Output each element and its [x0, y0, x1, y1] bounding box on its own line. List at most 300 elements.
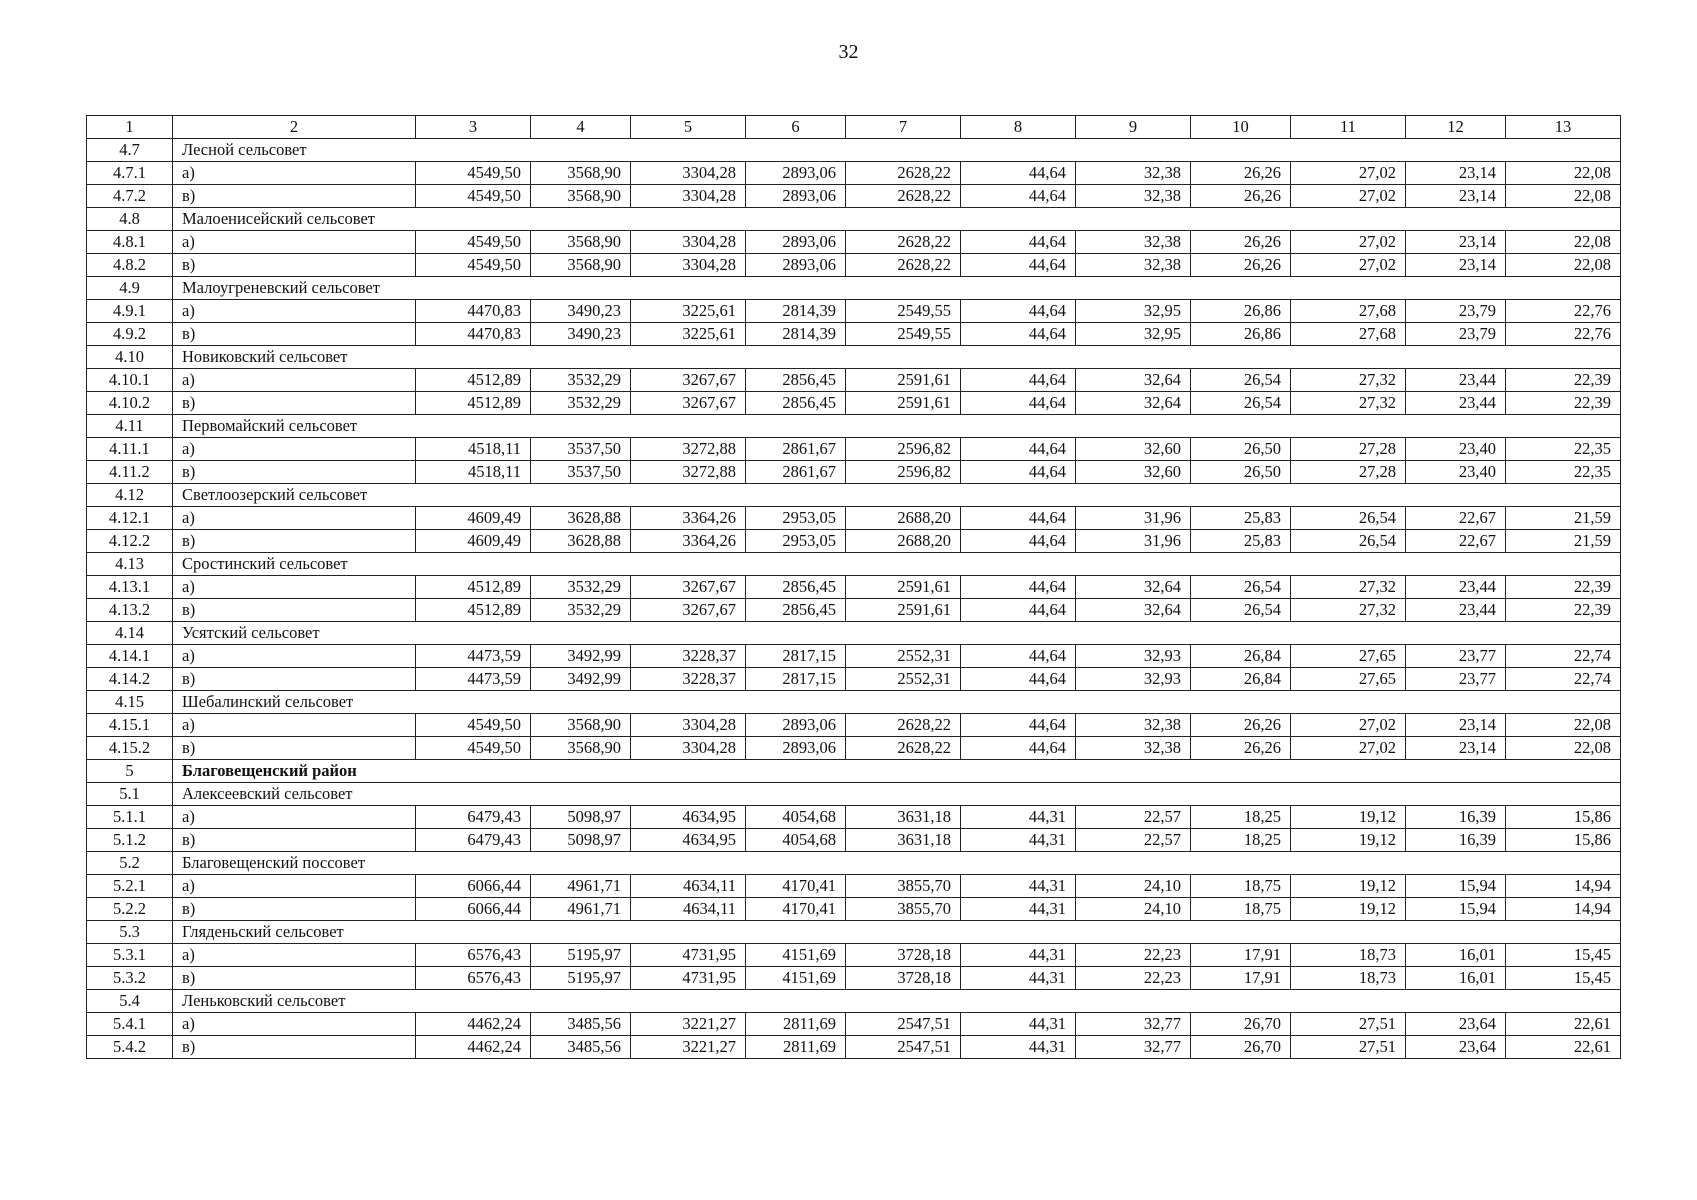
table-cell: 3728,18 [846, 944, 961, 967]
table-cell: 22,08 [1506, 714, 1621, 737]
table-cell: 3537,50 [531, 461, 631, 484]
table-cell: 2811,69 [746, 1013, 846, 1036]
row-label: а) [173, 944, 416, 967]
table-cell: 3267,67 [631, 369, 746, 392]
table-cell: 16,01 [1406, 967, 1506, 990]
section-name: Леньковский сельсовет [173, 990, 1621, 1013]
page-number: 32 [838, 41, 859, 63]
table-cell: 23,44 [1406, 369, 1506, 392]
table-cell: 3568,90 [531, 185, 631, 208]
table-cell: 3304,28 [631, 714, 746, 737]
table-cell: 3267,67 [631, 599, 746, 622]
table-cell: 44,64 [961, 461, 1076, 484]
table-cell: 2893,06 [746, 185, 846, 208]
row-label: в) [173, 599, 416, 622]
column-header: 4 [531, 116, 631, 139]
table-cell: 44,31 [961, 1036, 1076, 1059]
table-cell: 3532,29 [531, 599, 631, 622]
table-cell: 44,64 [961, 737, 1076, 760]
table-cell: 44,64 [961, 530, 1076, 553]
table-cell: 16,01 [1406, 944, 1506, 967]
section-name: Малоенисейский сельсовет [173, 208, 1621, 231]
table-cell: 3628,88 [531, 507, 631, 530]
table-cell: 5098,97 [531, 806, 631, 829]
table-cell: 18,73 [1291, 944, 1406, 967]
table-cell: 2628,22 [846, 185, 961, 208]
table-cell: 23,40 [1406, 461, 1506, 484]
table-cell: 6066,44 [416, 875, 531, 898]
section-name: Благовещенский поссовет [173, 852, 1621, 875]
table-cell: 19,12 [1291, 829, 1406, 852]
section-row [87, 783, 1621, 806]
table-cell: 19,12 [1291, 875, 1406, 898]
table-cell: 21,59 [1506, 507, 1621, 530]
section-name: Светлоозерский сельсовет [173, 484, 1621, 507]
table-cell: 3225,61 [631, 323, 746, 346]
table-cell: 26,54 [1291, 530, 1406, 553]
table-cell: 15,45 [1506, 944, 1621, 967]
table-cell: 2591,61 [846, 369, 961, 392]
row-label: в) [173, 829, 416, 852]
table-cell: 23,14 [1406, 185, 1506, 208]
table-cell: 22,39 [1506, 369, 1621, 392]
table-cell: 5195,97 [531, 944, 631, 967]
table-cell: 32,93 [1076, 645, 1191, 668]
table-cell: 18,25 [1191, 806, 1291, 829]
table-cell: 6576,43 [416, 967, 531, 990]
column-header: 10 [1191, 116, 1291, 139]
table-cell: 44,64 [961, 645, 1076, 668]
table-cell: 6479,43 [416, 829, 531, 852]
table-cell: 18,25 [1191, 829, 1291, 852]
table-cell: 4549,50 [416, 231, 531, 254]
row-number: 4.8 [87, 208, 173, 231]
table-cell: 26,26 [1191, 185, 1291, 208]
table-cell: 44,31 [961, 898, 1076, 921]
table-cell: 27,32 [1291, 392, 1406, 415]
table-cell: 16,39 [1406, 806, 1506, 829]
table-cell: 44,64 [961, 576, 1076, 599]
table-cell: 25,83 [1191, 507, 1291, 530]
table-cell: 2817,15 [746, 645, 846, 668]
table-cell: 3532,29 [531, 369, 631, 392]
section-row [87, 484, 1621, 507]
table-cell: 4731,95 [631, 967, 746, 990]
table-cell: 23,44 [1406, 576, 1506, 599]
row-label: а) [173, 507, 416, 530]
section-row [87, 622, 1621, 645]
section-name: Благовещенский район [173, 760, 1621, 783]
row-number: 5.2.2 [87, 898, 173, 921]
table-cell: 2628,22 [846, 714, 961, 737]
table-cell: 2861,67 [746, 438, 846, 461]
section-row [87, 346, 1621, 369]
table-cell: 23,14 [1406, 162, 1506, 185]
section-name: Сростинский сельсовет [173, 553, 1621, 576]
table-cell: 32,64 [1076, 392, 1191, 415]
column-header: 11 [1291, 116, 1406, 139]
table-cell: 2552,31 [846, 668, 961, 691]
table-cell: 3304,28 [631, 162, 746, 185]
table-cell: 26,54 [1191, 369, 1291, 392]
table-row [87, 668, 1621, 691]
table-cell: 26,54 [1191, 599, 1291, 622]
table-cell: 16,39 [1406, 829, 1506, 852]
table-cell: 22,39 [1506, 392, 1621, 415]
row-label: в) [173, 737, 416, 760]
table-cell: 3537,50 [531, 438, 631, 461]
table-cell: 22,67 [1406, 530, 1506, 553]
table-cell: 44,64 [961, 668, 1076, 691]
row-label: в) [173, 185, 416, 208]
row-number: 4.10.1 [87, 369, 173, 392]
table-cell: 4512,89 [416, 599, 531, 622]
table-cell: 4549,50 [416, 254, 531, 277]
row-number: 4.11.1 [87, 438, 173, 461]
table-cell: 27,02 [1291, 714, 1406, 737]
table-row [87, 530, 1621, 553]
table-cell: 44,31 [961, 806, 1076, 829]
table-cell: 27,51 [1291, 1013, 1406, 1036]
table-cell: 4512,89 [416, 369, 531, 392]
table-cell: 3855,70 [846, 875, 961, 898]
table-row [87, 829, 1621, 852]
table-cell: 44,64 [961, 369, 1076, 392]
table-cell: 44,31 [961, 967, 1076, 990]
section-row [87, 415, 1621, 438]
table-cell: 26,26 [1191, 231, 1291, 254]
table-cell: 3532,29 [531, 392, 631, 415]
table-row [87, 1013, 1621, 1036]
row-label: в) [173, 254, 416, 277]
section-name: Лесной сельсовет [173, 139, 1621, 162]
table-cell: 44,64 [961, 300, 1076, 323]
table-cell: 4470,83 [416, 300, 531, 323]
table-cell: 6576,43 [416, 944, 531, 967]
row-label: в) [173, 392, 416, 415]
row-label: а) [173, 369, 416, 392]
table-cell: 32,60 [1076, 438, 1191, 461]
table-cell: 2596,82 [846, 461, 961, 484]
table-cell: 3728,18 [846, 967, 961, 990]
table-cell: 15,86 [1506, 829, 1621, 852]
table-cell: 4549,50 [416, 185, 531, 208]
table-cell: 4054,68 [746, 829, 846, 852]
table-cell: 22,08 [1506, 231, 1621, 254]
table-cell: 22,23 [1076, 967, 1191, 990]
table-cell: 4151,69 [746, 967, 846, 990]
section-row [87, 691, 1621, 714]
table-cell: 2856,45 [746, 392, 846, 415]
table-cell: 23,64 [1406, 1013, 1506, 1036]
table-cell: 2856,45 [746, 369, 846, 392]
section-row [87, 852, 1621, 875]
table-cell: 32,38 [1076, 714, 1191, 737]
row-number: 4.14.2 [87, 668, 173, 691]
table-cell: 2893,06 [746, 162, 846, 185]
section-row [87, 208, 1621, 231]
table-cell: 3492,99 [531, 645, 631, 668]
table-cell: 4634,11 [631, 898, 746, 921]
table-row [87, 599, 1621, 622]
table-cell: 3364,26 [631, 530, 746, 553]
table-cell: 4549,50 [416, 737, 531, 760]
table-cell: 32,93 [1076, 668, 1191, 691]
table-cell: 2547,51 [846, 1013, 961, 1036]
table-cell: 27,32 [1291, 369, 1406, 392]
table-cell: 15,86 [1506, 806, 1621, 829]
row-number: 4.15.2 [87, 737, 173, 760]
row-label: в) [173, 668, 416, 691]
row-label: в) [173, 967, 416, 990]
table-cell: 2893,06 [746, 714, 846, 737]
section-row [87, 990, 1621, 1013]
table-cell: 3272,88 [631, 461, 746, 484]
table-cell: 15,94 [1406, 875, 1506, 898]
table-cell: 4512,89 [416, 576, 531, 599]
table-cell: 2688,20 [846, 530, 961, 553]
table-cell: 44,31 [961, 829, 1076, 852]
table-cell: 26,86 [1191, 300, 1291, 323]
table-cell: 4549,50 [416, 162, 531, 185]
row-number: 4.13.1 [87, 576, 173, 599]
table-cell: 4549,50 [416, 714, 531, 737]
row-number: 5.3.2 [87, 967, 173, 990]
row-number: 4.7.1 [87, 162, 173, 185]
table-row [87, 369, 1621, 392]
table-cell: 27,02 [1291, 185, 1406, 208]
table-cell: 32,77 [1076, 1036, 1191, 1059]
table-cell: 32,64 [1076, 369, 1191, 392]
table-cell: 23,77 [1406, 668, 1506, 691]
row-number: 5.2.1 [87, 875, 173, 898]
table-row [87, 898, 1621, 921]
table-cell: 26,26 [1191, 737, 1291, 760]
row-number: 4.8.1 [87, 231, 173, 254]
table-cell: 4170,41 [746, 898, 846, 921]
table-row [87, 875, 1621, 898]
table-row [87, 714, 1621, 737]
row-number: 4.9 [87, 277, 173, 300]
table-cell: 27,65 [1291, 645, 1406, 668]
table-cell: 44,64 [961, 507, 1076, 530]
table-cell: 4462,24 [416, 1036, 531, 1059]
table-cell: 23,64 [1406, 1036, 1506, 1059]
row-label: в) [173, 323, 416, 346]
table-cell: 2591,61 [846, 576, 961, 599]
row-number: 4.15.1 [87, 714, 173, 737]
table-cell: 22,76 [1506, 323, 1621, 346]
column-header: 7 [846, 116, 961, 139]
table-cell: 44,64 [961, 323, 1076, 346]
row-number: 4.12.2 [87, 530, 173, 553]
table-cell: 3492,99 [531, 668, 631, 691]
section-name: Шебалинский сельсовет [173, 691, 1621, 714]
table-cell: 21,59 [1506, 530, 1621, 553]
table-cell: 23,44 [1406, 392, 1506, 415]
table-cell: 23,79 [1406, 323, 1506, 346]
table-cell: 2591,61 [846, 599, 961, 622]
table-cell: 22,74 [1506, 668, 1621, 691]
table-cell: 2811,69 [746, 1036, 846, 1059]
row-label: в) [173, 898, 416, 921]
row-number: 4.12.1 [87, 507, 173, 530]
row-number: 4.12 [87, 484, 173, 507]
table-cell: 3364,26 [631, 507, 746, 530]
table-cell: 4634,11 [631, 875, 746, 898]
table-cell: 27,68 [1291, 323, 1406, 346]
row-number: 4.7 [87, 139, 173, 162]
table-cell: 26,70 [1191, 1013, 1291, 1036]
table-cell: 3221,27 [631, 1036, 746, 1059]
table-cell: 23,14 [1406, 737, 1506, 760]
section-name: Гляденьский сельсовет [173, 921, 1621, 944]
table-cell: 3490,23 [531, 323, 631, 346]
column-header: 6 [746, 116, 846, 139]
column-header: 9 [1076, 116, 1191, 139]
section-name: Малоугреневский сельсовет [173, 277, 1621, 300]
table-row [87, 645, 1621, 668]
row-label: а) [173, 714, 416, 737]
section-row [87, 553, 1621, 576]
row-number: 4.10.2 [87, 392, 173, 415]
table-row [87, 323, 1621, 346]
table-cell: 26,84 [1191, 645, 1291, 668]
row-number: 5.3.1 [87, 944, 173, 967]
table-cell: 32,38 [1076, 254, 1191, 277]
table-cell: 26,50 [1191, 438, 1291, 461]
section-name: Новиковский сельсовет [173, 346, 1621, 369]
table-cell: 22,67 [1406, 507, 1506, 530]
table-cell: 23,14 [1406, 231, 1506, 254]
section-row [87, 277, 1621, 300]
table-cell: 44,64 [961, 438, 1076, 461]
row-number: 5.1.2 [87, 829, 173, 852]
row-number: 5.4.2 [87, 1036, 173, 1059]
table-cell: 26,26 [1191, 162, 1291, 185]
table-cell: 26,54 [1191, 576, 1291, 599]
table-cell: 27,02 [1291, 231, 1406, 254]
table-cell: 3272,88 [631, 438, 746, 461]
table-cell: 2893,06 [746, 737, 846, 760]
table-cell: 2893,06 [746, 231, 846, 254]
table-cell: 3304,28 [631, 254, 746, 277]
table-cell: 31,96 [1076, 507, 1191, 530]
table-cell: 44,64 [961, 254, 1076, 277]
table-cell: 4151,69 [746, 944, 846, 967]
table-cell: 31,96 [1076, 530, 1191, 553]
table-row [87, 392, 1621, 415]
table-cell: 3485,56 [531, 1013, 631, 1036]
row-number: 4.11 [87, 415, 173, 438]
table-cell: 4470,83 [416, 323, 531, 346]
table-row [87, 162, 1621, 185]
table-cell: 18,73 [1291, 967, 1406, 990]
table-cell: 3228,37 [631, 668, 746, 691]
row-label: а) [173, 576, 416, 599]
table-cell: 26,86 [1191, 323, 1291, 346]
table-cell: 3304,28 [631, 231, 746, 254]
table-cell: 32,95 [1076, 300, 1191, 323]
table-cell: 26,84 [1191, 668, 1291, 691]
row-number: 5.1.1 [87, 806, 173, 829]
table-cell: 23,77 [1406, 645, 1506, 668]
table-cell: 3631,18 [846, 829, 961, 852]
row-label: а) [173, 300, 416, 323]
table-cell: 4731,95 [631, 944, 746, 967]
table-cell: 2814,39 [746, 300, 846, 323]
table-cell: 14,94 [1506, 898, 1621, 921]
table-cell: 5195,97 [531, 967, 631, 990]
table-cell: 2628,22 [846, 162, 961, 185]
table-cell: 6479,43 [416, 806, 531, 829]
table-cell: 2591,61 [846, 392, 961, 415]
row-number: 5.1 [87, 783, 173, 806]
table-cell: 27,68 [1291, 300, 1406, 323]
column-header: 5 [631, 116, 746, 139]
table-cell: 27,51 [1291, 1036, 1406, 1059]
table-cell: 44,31 [961, 875, 1076, 898]
table-cell: 2628,22 [846, 231, 961, 254]
table-cell: 2549,55 [846, 300, 961, 323]
table-cell: 22,57 [1076, 829, 1191, 852]
table-cell: 4609,49 [416, 507, 531, 530]
table-row [87, 300, 1621, 323]
table-cell: 2688,20 [846, 507, 961, 530]
table-cell: 32,60 [1076, 461, 1191, 484]
table-cell: 6066,44 [416, 898, 531, 921]
table-cell: 4634,95 [631, 806, 746, 829]
table-cell: 2817,15 [746, 668, 846, 691]
table-cell: 2814,39 [746, 323, 846, 346]
row-label: а) [173, 1013, 416, 1036]
table-cell: 5098,97 [531, 829, 631, 852]
table-cell: 22,35 [1506, 438, 1621, 461]
table-cell: 3485,56 [531, 1036, 631, 1059]
table-cell: 19,12 [1291, 806, 1406, 829]
table-cell: 3267,67 [631, 392, 746, 415]
table-cell: 4473,59 [416, 668, 531, 691]
row-label: а) [173, 438, 416, 461]
row-number: 4.14 [87, 622, 173, 645]
table-cell: 3568,90 [531, 162, 631, 185]
table-cell: 3304,28 [631, 737, 746, 760]
table-cell: 26,54 [1191, 392, 1291, 415]
row-number: 4.14.1 [87, 645, 173, 668]
row-number: 5.4 [87, 990, 173, 1013]
table-cell: 23,79 [1406, 300, 1506, 323]
section-row [87, 139, 1621, 162]
row-number: 4.13 [87, 553, 173, 576]
table-row [87, 967, 1621, 990]
row-number: 4.7.2 [87, 185, 173, 208]
row-label: а) [173, 162, 416, 185]
column-header: 1 [87, 116, 173, 139]
table-cell: 27,28 [1291, 438, 1406, 461]
row-number: 4.15 [87, 691, 173, 714]
table-cell: 44,31 [961, 944, 1076, 967]
table-cell: 2861,67 [746, 461, 846, 484]
table-cell: 32,77 [1076, 1013, 1191, 1036]
table-cell: 3568,90 [531, 714, 631, 737]
column-header: 13 [1506, 116, 1621, 139]
table-cell: 4462,24 [416, 1013, 531, 1036]
table-cell: 2856,45 [746, 599, 846, 622]
row-label: а) [173, 645, 416, 668]
table-cell: 17,91 [1191, 967, 1291, 990]
table-cell: 4170,41 [746, 875, 846, 898]
table-cell: 2953,05 [746, 530, 846, 553]
